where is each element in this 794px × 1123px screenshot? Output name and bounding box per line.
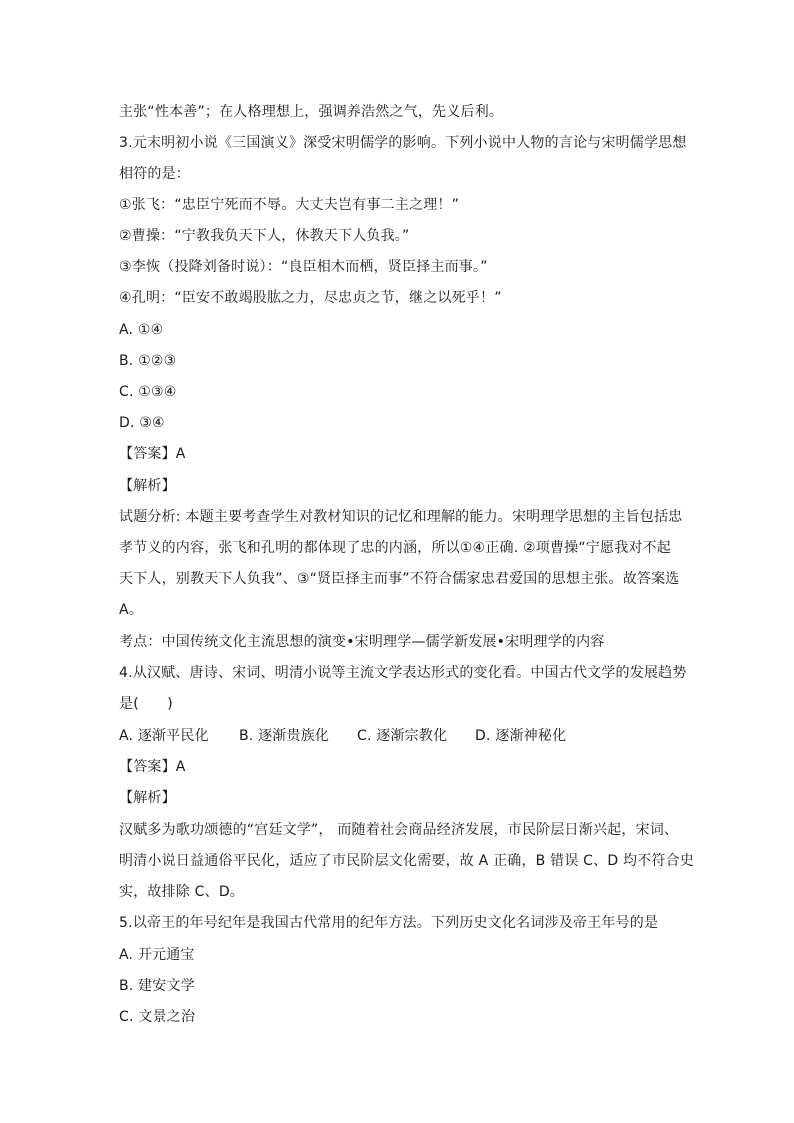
analysis-text: 试题分析: 本题主要考查学生对教材知识的记忆和理解的能力。宋明理学思想的主旨包括忠 <box>119 509 683 525</box>
answer-label: 【答案】A <box>119 759 186 775</box>
option-a: A. ①④ <box>119 322 164 338</box>
option-b: B. 逐渐贵族化 <box>239 728 330 744</box>
question-5-stem: 5.以帝王的年号纪年是我国古代常用的纪年方法。下列历史文化名词涉及帝王年号的是 <box>119 915 659 931</box>
analysis-text: 汉赋多为歌功颂德的“宫廷文学”， 而随着社会商品经济发展，市民阶层日渐兴起，宋词、 <box>119 822 679 838</box>
option-c: C. ①③④ <box>119 384 177 400</box>
statement-4: ④孔明：“臣安不敢竭股肱之力，尽忠贞之节，继之以死乎！” <box>119 290 502 306</box>
question-4-stem: 4.从汉赋、唐诗、宋词、明清小说等主流文学表达形式的变化看。中国古代文学的发展趋势 <box>119 665 687 681</box>
option-a: A. 开元通宝 <box>119 947 195 963</box>
option-d: D. ③④ <box>119 415 165 431</box>
analysis-label: 【解析】 <box>119 478 176 494</box>
analysis-text: 天下人，别教天下人负我”、③“贤臣择主而事”不符合儒家忠君爱国的思想主张。故答案选 <box>119 571 680 587</box>
statement-1: ①张飞：“忠臣宁死而不辱。大丈夫岂有事二主之理！” <box>119 197 460 213</box>
option-b: B. 建安文学 <box>119 978 195 994</box>
question-4-options <box>119 726 679 746</box>
answer-label: 【答案】A <box>119 446 186 462</box>
analysis-text: 孝节义的内容，张飞和孔明的都体现了忠的内涵，所以①④正确. ②项曹操“宁愿我对不起 <box>119 540 672 556</box>
option-c: C. 逐渐宗教化 <box>357 728 448 744</box>
option-a: A. 逐渐平民化 <box>119 728 209 744</box>
key-point: 考点：中国传统文化主流思想的演变•宋明理学—儒学新发展•宋明理学的内容 <box>119 634 605 650</box>
statement-2: ②曹操：“宁教我负天下人，休教天下人负我。” <box>119 228 410 244</box>
analysis-label: 【解析】 <box>119 790 176 806</box>
question-4-stem-cont: 是( ) <box>119 696 173 712</box>
analysis-text: 实，故排除 C、D。 <box>119 884 245 900</box>
analysis-text: 明清小说日益通俗平民化，适应了市民阶层文化需要，故 A 正确，B 错误 C、D 均不符合史 <box>119 853 694 869</box>
option-c: C. 文景之治 <box>119 1009 196 1025</box>
question-3-stem-cont: 相符的是： <box>119 166 190 182</box>
statement-3: ③李恢（投降刘备时说）：“良臣相木而栖，贤臣择主而事。” <box>119 259 488 275</box>
text-line: 主张“性本善”；在人格理想上，强调养浩然之气，先义后利。 <box>119 104 504 120</box>
option-b: B. ①②③ <box>119 353 177 369</box>
analysis-text: A。 <box>119 602 143 618</box>
option-d: D. 逐渐神秘化 <box>475 728 567 744</box>
question-3-stem: 3.元末明初小说《三国演义》深受宋明儒学的影响。下列小说中人物的言论与宋明儒学思想 <box>119 135 687 151</box>
